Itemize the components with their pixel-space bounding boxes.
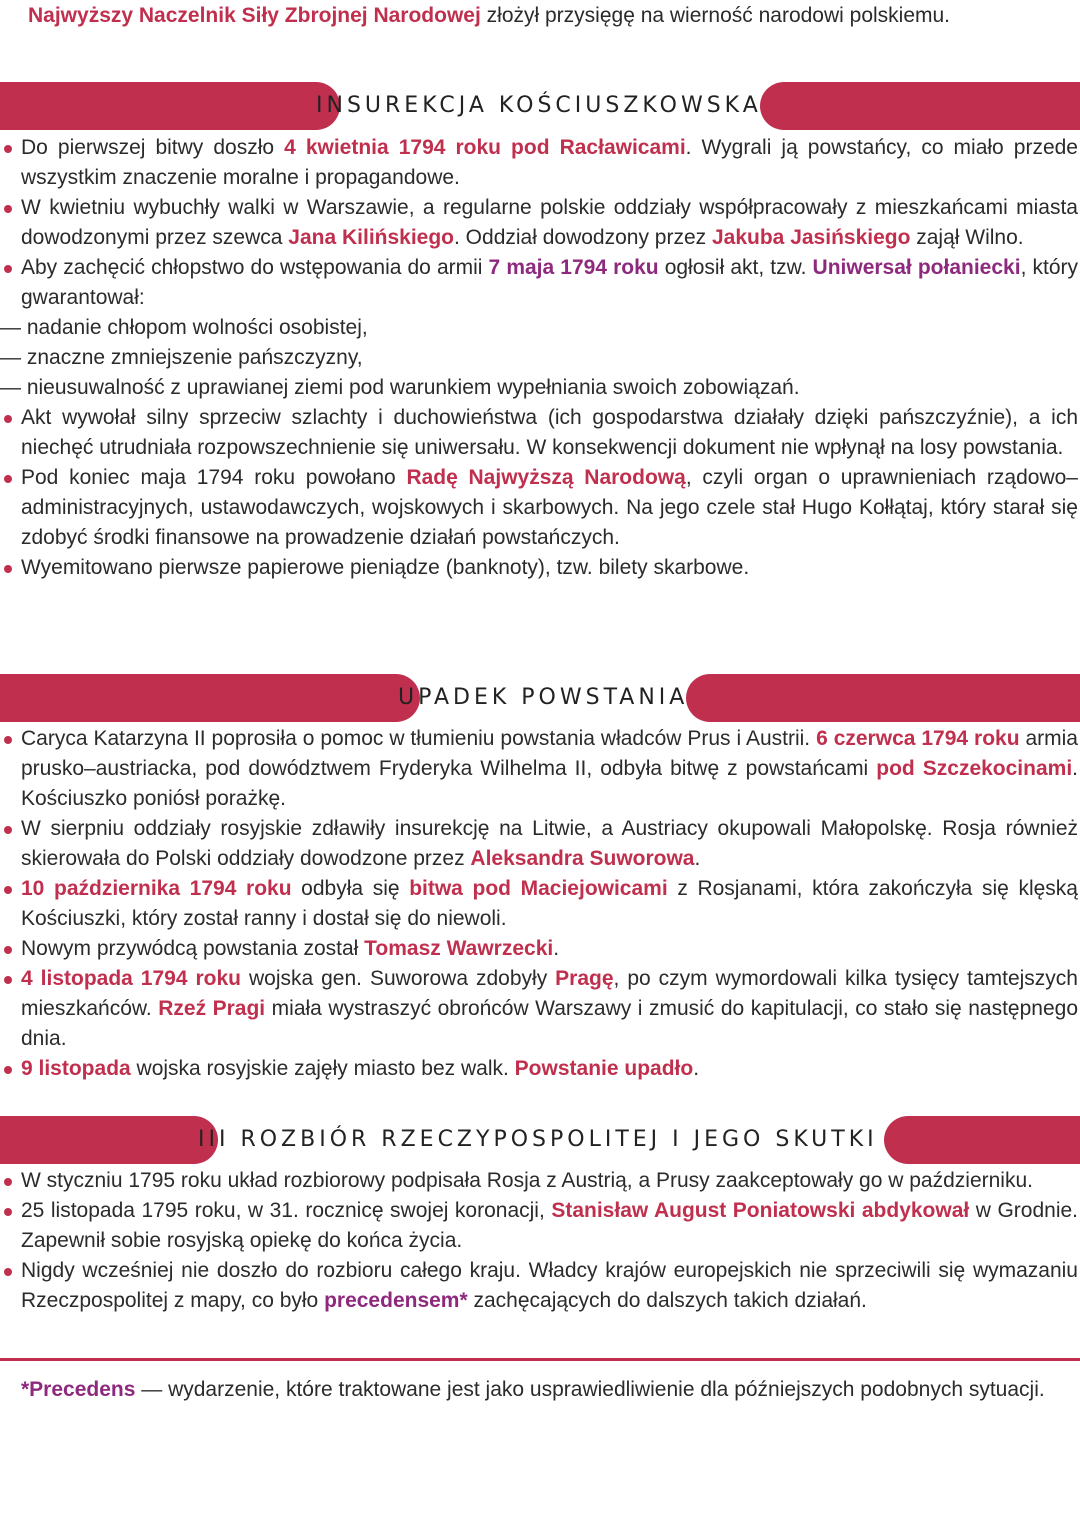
dash-item: — znaczne zmniejszenie pańszczyzny, (0, 346, 363, 369)
list-item: Nowym przywódcą powstania został Tomasz Wawrzecki. (0, 934, 1080, 964)
section-title: III ROZBIÓR RZECZYPOSPOLITEJ I JEGO SKUTKI (198, 1127, 878, 1152)
upadek-list (0, 724, 1080, 1084)
section-title: INSUREKCJA KOŚCIUSZKOWSKA (316, 93, 762, 118)
footnote-term: *Precedens (21, 1378, 136, 1401)
section-title: UPADEK POWSTANIA (398, 685, 689, 710)
list-item: Pod koniec maja 1794 roku powołano Radę Najwyższą Narodową, czyli organ o uprawnieniach rządowo–administracyjnych, ustawodawczych, wojskowych i skarbowych. Na jego czele stał Hugo Kołłątaj, który starał się zdobyć środki finansowe na prowadzenie działań powstańczych. (0, 463, 1080, 553)
dash-item: — nieusuwalność z uprawianej ziemi pod warunkiem wypełniania swoich zobowiązań. (0, 376, 800, 399)
section-header-insurekcja (0, 82, 1080, 130)
list-item: 4 listopada 1794 roku wojska gen. Suworowa zdobyły Pragę, po czym wymordowali kilka tysięcy tamtejszych mieszkańców. Rzeź Pragi miała wystraszyć obrońców Warszawy i zmusić do kapitulacji, co stało się następnego dnia. (0, 964, 1080, 1054)
list-item: W kwietniu wybuchły walki w Warszawie, a regularne polskie oddziały współpracowały z mieszkańcami miasta dowodzonymi przez szewca Jana Kilińskiego. Oddział dowodzony przez Jakuba Jasińskiego zajął Wilno. (0, 193, 1080, 253)
rozbior-list (0, 1166, 1080, 1316)
insurekcja-list (0, 133, 1080, 583)
section-header-upadek (0, 674, 1080, 722)
list-item: Akt wywołał silny sprzeciw szlachty i duchowieństwa (ich gospodarstwa działały dzięki pańszczyźnie), a ich niechęć utrudniała rozpowszechnienie się uniwersału. W konsekwencji dokument nie wpłynął na losy powstania. (0, 403, 1080, 463)
list-item: W styczniu 1795 roku układ rozbiorowy podpisała Rosja z Austrią, a Prusy zaakceptowały go w październiku. (0, 1166, 1080, 1196)
list-item: 25 listopada 1795 roku, w 31. rocznicę swojej koronacji, Stanisław August Poniatowski abdykował w Grodnie. Zapewnił sobie rosyjską opiekę do końca życia. (0, 1196, 1080, 1256)
list-item: W sierpniu oddziały rosyjskie zdławiły insurekcję na Litwie, a Austriacy okupowali Małopolskę. Rosja również skierowała do Polski oddziały dowodzone przez Aleksandra Suworowa. (0, 814, 1080, 874)
list-item: Aby zachęcić chłopstwo do wstępowania do armii 7 maja 1794 roku ogłosił akt, tzw. Uniwersał połaniecki, który gwarantował: — nadanie chłopom wolności osobistej, — znaczne zmniejszenie pańszczyzny, — nieusuwalność z uprawianej ziemi pod warunkiem wypełniania swoich zobowiązań. (0, 253, 1080, 403)
footnote: *Precedens — wydarzenie, które traktowane jest jako usprawiedliwienie dla późniejszych podobnych sytuacji. (21, 1378, 1045, 1401)
intro-paragraph: Najwyższy Naczelnik Siły Zbrojnej Narodowej złożył przysięgę na wierność narodowi polskiemu. (28, 4, 951, 27)
divider (0, 1358, 1080, 1361)
list-item: 9 listopada wojska rosyjskie zajęły miasto bez walk. Powstanie upadło. (0, 1054, 1080, 1084)
intro-highlight: Najwyższy Naczelnik Siły Zbrojnej Narodowej (28, 4, 481, 27)
list-item: Do pierwszej bitwy doszło 4 kwietnia 1794 roku pod Racławicami. Wygrali ją powstańcy, co miało przede wszystkim znaczenie moralne i propagandowe. (0, 133, 1080, 193)
list-item: Wyemitowano pierwsze papierowe pieniądze (banknoty), tzw. bilety skarbowe. (0, 553, 1080, 583)
list-item: Nigdy wcześniej nie doszło do rozbioru całego kraju. Władcy krajów europejskich nie sprzeciwili się wymazaniu Rzeczpospolitej z mapy, co było precedensem* zachęcających do dalszych takich działań. (0, 1256, 1080, 1316)
dash-item: — nadanie chłopom wolności osobistej, (0, 316, 368, 339)
list-item: Caryca Katarzyna II poprosiła o pomoc w tłumieniu powstania władców Prus i Austrii. 6 czerwca 1794 roku armia prusko–austriacka, pod dowództwem Fryderyka Wilhelma II, odbyła bitwę z powstańcami pod Szczekocinami. Kościuszko poniósł porażkę. (0, 724, 1080, 814)
list-item: 10 października 1794 roku odbyła się bitwa pod Maciejowicami z Rosjanami, która zakończyła się klęską Kościuszki, który został ranny i dostał się do niewoli. (0, 874, 1080, 934)
section-header-rozbior (0, 1116, 1080, 1164)
